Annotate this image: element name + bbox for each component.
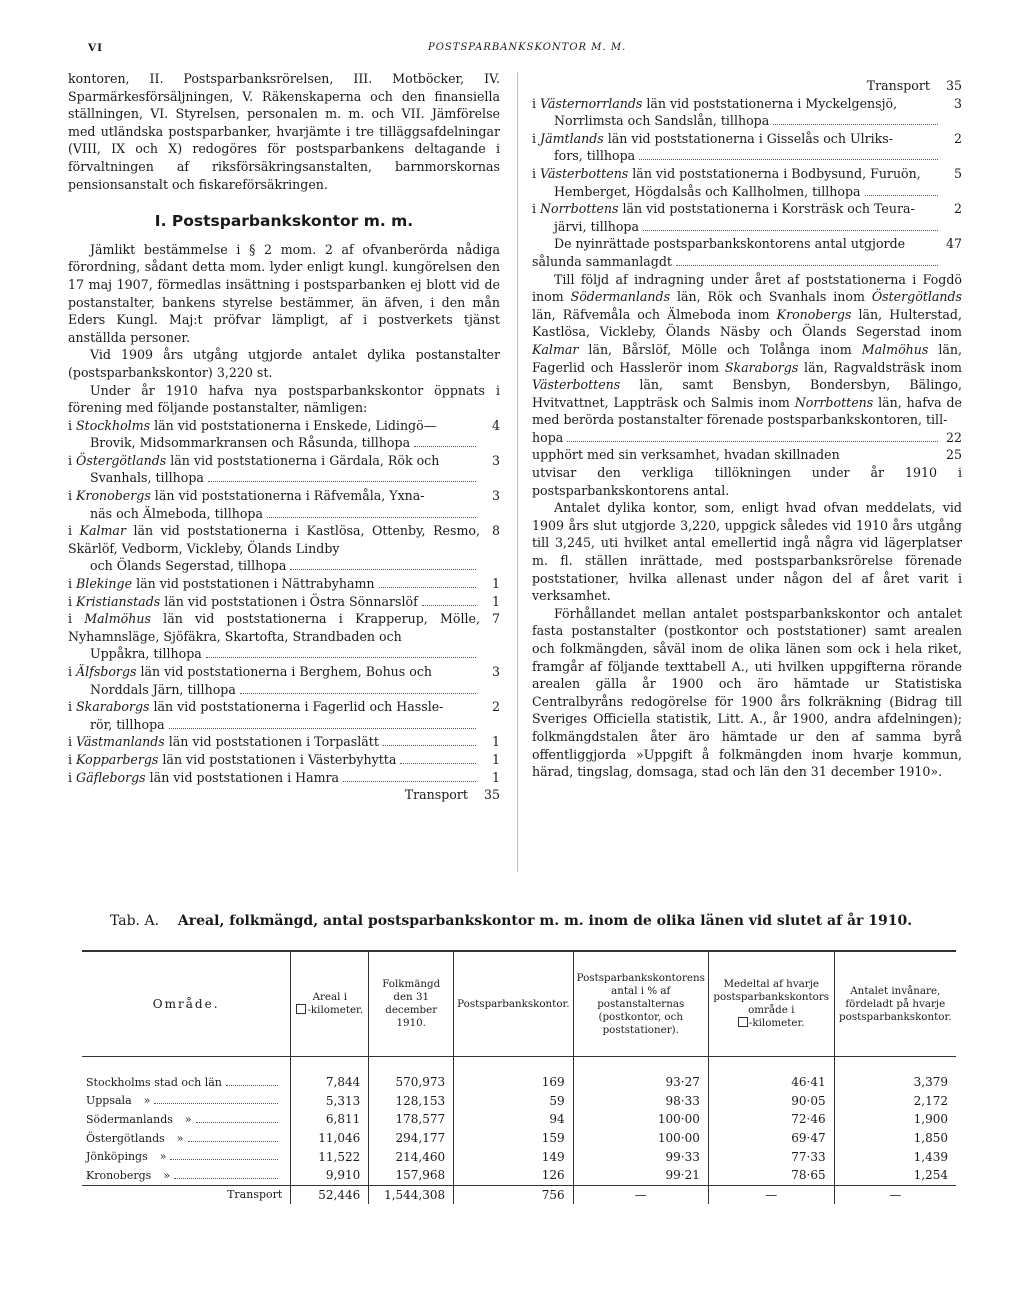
cell-post: 149 (454, 1147, 573, 1166)
cell-areal: 7,844 (291, 1057, 369, 1092)
transport-value: 35 (945, 78, 962, 93)
entry-line: i Blekinge län vid poststationen i Nättrabyhamn (68, 575, 480, 593)
county-name: Norrbottens (540, 201, 619, 217)
paragraph-antalet: Antalet dylika kontor, som, enligt hvad ofvan meddelats, vid 1909 års slut utgjorde 3,220, uppgick således vid 1910 års utgång till 3,245, uti hvilket antal emellertid ingå några vid lägerplatser m. fl. ställen inrättade, med postsparbanksrörelse förenade poststationer, hvilka allenast under någon del af året varit i verksamhet. (532, 500, 962, 604)
paragraph-1909: Vid 1909 års utgång utgjorde antalet dylika postanstalter (postsparbankskontor) 3,220 st. (68, 347, 500, 380)
entry-lead: i Östergötlands län vid poststationerna i Gärdala, Rök och (68, 452, 440, 468)
entry-tail: fors, tillhopa (532, 147, 942, 165)
entry-line: i Gäfleborgs län vid poststationen i Hamra (68, 769, 480, 787)
cell-medel: 46·41 (708, 1057, 834, 1092)
cell-post: 94 (454, 1110, 573, 1129)
header-postsparbankskontor: Postsparbankskontor. (454, 951, 573, 1057)
cell-folk: 128,153 (369, 1092, 454, 1111)
county-name: Västernorrlands (540, 95, 643, 111)
table-caption (110, 913, 970, 929)
cell-omrade (82, 1057, 291, 1092)
cell-pct: 93·27 (573, 1057, 708, 1092)
header-medeltal: Medeltal af hvarje postsparbankskontors område i -kilometer. (708, 951, 834, 1057)
cell-pct: 100·00 (573, 1129, 708, 1148)
county-label: Jönköpings (86, 1150, 148, 1164)
cell-omrade (82, 1147, 291, 1166)
county-name: Stockholms (76, 417, 151, 433)
list-item (68, 452, 500, 487)
list-item (68, 575, 500, 593)
county-name: Kalmar (79, 523, 126, 539)
leader-dots (379, 587, 476, 588)
table-row (82, 1110, 956, 1129)
paragraph-upphort-rest: utvisar den verkliga tillökningen under år 1910 i postsparbankskontorens antal. (532, 465, 962, 498)
transport-label: Transport (866, 78, 930, 93)
entry-line: i Kristianstads län vid poststationen i Östra Sönnarslöf (68, 593, 480, 611)
cell-folk: 178,577 (369, 1110, 454, 1129)
entry-lead: i Norrbottens län vid poststationerna i Korsträsk och Teura- (532, 201, 915, 217)
sum-entry (532, 235, 962, 270)
table-row (82, 1147, 956, 1166)
sum-count: 47 (945, 236, 962, 252)
cell-omrade (82, 1092, 291, 1111)
leader-dots (154, 1103, 278, 1104)
leader-dots (643, 230, 938, 231)
table-row-transport (82, 1185, 956, 1204)
county-label: Stockholms stad och län (86, 1075, 222, 1089)
list-item (68, 593, 500, 611)
cell-medel: 90·05 (708, 1092, 834, 1111)
right-column (532, 77, 962, 781)
header-procent: Postsparbankskontorens antal i % af postanstalternas (postkontor, och poststationer). (573, 951, 708, 1057)
leader-dots (343, 781, 476, 782)
entry-line: i Kopparbergs län vid poststationen i Västerbyhytta (68, 751, 480, 769)
county-name: Kronobergs (76, 488, 151, 504)
table-row (82, 1057, 956, 1092)
cell-areal: 52,446 (291, 1185, 369, 1204)
table-label: Tab. A. (110, 913, 160, 929)
cell-pct: 99·21 (573, 1166, 708, 1185)
transport-label: Transport (404, 787, 468, 803)
page-number: VI (88, 42, 104, 54)
data-table (82, 950, 956, 1204)
entry-count: 1 (491, 576, 500, 592)
entry-tail: Norrlimsta och Sandslån, tillhopa (532, 112, 942, 130)
cell-pct: 100·00 (573, 1110, 708, 1129)
table-body (82, 1057, 956, 1205)
cell-areal: 9,910 (291, 1166, 369, 1185)
cell-pct: — (573, 1185, 708, 1204)
entry-tail: Hemberget, Högdalsås och Kallholmen, tillhopa (532, 183, 942, 201)
cell-pct: 98·33 (573, 1092, 708, 1111)
cell-antal: 2,172 (834, 1092, 956, 1111)
entry-lead: i Malmöhus län vid poststationerna i Krapperup, Mölle, Nyhamnsläge, Sjöfäkra, Skartofta, Strandbaden och (68, 611, 481, 644)
cell-post: 59 (454, 1092, 573, 1111)
cell-post: 756 (454, 1185, 573, 1204)
list-item (532, 130, 962, 165)
cell-post: 126 (454, 1166, 573, 1185)
running-title: POSTSPARBANKSKONTOR M. M. (428, 42, 627, 53)
county-label: Östergötlands (86, 1131, 165, 1145)
entry-tail: näs och Älmeboda, tillhopa (68, 505, 480, 523)
cell-areal: 6,811 (291, 1110, 369, 1129)
leader-dots (773, 124, 938, 125)
county-name: Blekinge (76, 576, 133, 592)
list-item (68, 769, 500, 787)
table-title: Areal, folkmängd, antal postsparbankskontor m. m. inom de olika länen vid slutet af år 1910. (177, 913, 913, 929)
list-item (68, 663, 500, 698)
entry-tail: och Ölands Segerstad, tillhopa (68, 557, 480, 575)
table-row (82, 1129, 956, 1148)
ditto-mark: » (184, 1112, 192, 1126)
upphort-count: 25 (945, 447, 962, 463)
cell-folk: 1,544,308 (369, 1185, 454, 1204)
entry-lead: i Skaraborgs län vid poststationerna i Fagerlid och Hassle- (68, 699, 444, 715)
county-name: Älfsborgs (76, 664, 137, 679)
cell-areal: 11,522 (291, 1147, 369, 1166)
county-name: Gäfleborgs (76, 769, 146, 785)
ditto-mark: » (159, 1150, 167, 1164)
entry-line: i Västmanlands län vid poststationen i Torpaslätt (68, 733, 480, 751)
county-label: Uppsala (86, 1094, 132, 1108)
sum-tail: sålunda sammanlagdt (532, 253, 672, 269)
column-divider (517, 72, 518, 872)
entry-lead: i Västerbottens län vid poststationerna i Bodbysund, Furuön, (532, 165, 921, 181)
left-transport (68, 786, 500, 804)
leader-dots (414, 446, 476, 447)
list-item (532, 95, 962, 130)
entry-tail: Brovik, Midsommarkransen och Råsunda, tillhopa (68, 434, 480, 452)
indragning-count: 22 (945, 429, 962, 445)
paragraph-under-1910: Under år 1910 hafva nya postsparbankskontor öppnats i förening med följande postanstalter, nämligen: (68, 382, 500, 416)
running-head (88, 42, 948, 58)
entry-tail: Norddals Järn, tillhopa (68, 681, 480, 699)
entry-count: 3 (491, 664, 500, 679)
list-item (532, 165, 962, 200)
entry-count: 3 (953, 95, 962, 111)
ditto-mark: » (176, 1131, 184, 1145)
leader-dots (383, 745, 476, 746)
cell-medel: 78·65 (708, 1166, 834, 1185)
right-transport (532, 77, 962, 95)
entry-count: 1 (491, 593, 500, 609)
section-heading: I. Postsparbankskontor m. m. (154, 212, 414, 231)
county-name: Kopparbergs (76, 751, 159, 767)
entry-count: 1 (491, 751, 500, 767)
entry-count: 8 (491, 523, 500, 539)
entry-lead: i Västernorrlands län vid poststationerna i Myckelgensjö, (532, 95, 898, 111)
transport-value: 35 (483, 787, 500, 803)
leader-dots (206, 657, 476, 658)
cell-antal: 1,254 (834, 1166, 956, 1185)
entry-count: 1 (491, 769, 500, 785)
county-name: Västerbottens (540, 165, 629, 181)
indragning-total: hopa 22 (532, 429, 962, 445)
leader-dots (267, 517, 476, 518)
entry-count: 5 (953, 165, 962, 181)
entry-lead: i Stockholms län vid poststationerna i Enskede, Lidingö— (68, 417, 437, 433)
leader-dots (196, 1122, 279, 1123)
leader-dots (567, 441, 938, 442)
leader-dots (240, 693, 476, 694)
leader-dots (174, 1178, 278, 1179)
cell-areal: 5,313 (291, 1092, 369, 1111)
cell-folk: 570,973 (369, 1057, 454, 1092)
entry-count: 7 (491, 611, 500, 627)
cell-omrade: Transport (82, 1185, 291, 1204)
cell-areal: 11,046 (291, 1129, 369, 1148)
sum-lead: De nyinrättade postsparbankskontorens antal utgjorde (554, 236, 906, 252)
list-item (68, 610, 500, 663)
cell-antal: 3,379 (834, 1057, 956, 1092)
leader-dots (422, 605, 476, 606)
ditto-mark: » (163, 1168, 171, 1182)
upphort-line: upphört med sin verksamhet, hvadan skillnaden 25 (532, 447, 962, 463)
county-name: Malmöhus (84, 611, 151, 627)
cell-medel: — (708, 1185, 834, 1204)
county-name: Jämtlands (540, 130, 604, 146)
leader-dots (188, 1141, 279, 1142)
paragraph-forhallandet: Förhållandet mellan antalet postsparbankskontor och antalet fasta postanstalter (postkontor och poststationer) samt arealen och folkmängden, såväl inom de olika länen som ock i hela riket, framgår af följande texttabell A., uti hvilken uppgifterna rörande arealen gälla år 1900 och äro hämtade ur Statistiska Centralbyråns redogörelse för 1900 års folkräkning (Bidrag till Sveriges Officiella statistik, Litt. A., år 1900, andra afdelningen); folkmängdstalen åter äro hämtade ur den af samma byrå offentliggjorda »Uppgift å folkmängden inom hvarje kommun, härad, tingslag, domsaga, stad och län den 31 december 1910». (532, 605, 962, 780)
cell-omrade (82, 1129, 291, 1148)
entry-count: 3 (491, 452, 500, 468)
entry-lead: i Kronobergs län vid poststationerna i Räfvemåla, Yxna- (68, 488, 425, 504)
county-name: Östergötlands (76, 452, 167, 468)
leader-dots (400, 763, 476, 764)
table-row (82, 1092, 956, 1111)
list-item (68, 487, 500, 522)
cell-folk: 214,460 (369, 1147, 454, 1166)
entry-count: 2 (491, 699, 500, 715)
leader-dots (639, 159, 938, 160)
paragraph-jamlikt: Jämlikt bestämmelse i § 2 mom. 2 af ofvanberörda nådiga förordning, sådant detta mom. lyder enligt kungl. kungörelsen den 17 maj 1907, förmedlas insättning i postsparbanken ej blott vid de postanstalter, bankens styrelse bestämmer, än äfven, i den mån Eders Kungl. Maj:t pröfvar lämpligt, af i postverkets tjänst anställda personer. (68, 241, 500, 345)
county-name: Skaraborgs (76, 699, 150, 715)
entry-count: 3 (491, 488, 500, 504)
left-entry-list (68, 417, 500, 786)
cell-folk: 157,968 (369, 1166, 454, 1185)
list-item (68, 733, 500, 751)
leader-dots (226, 1085, 278, 1086)
leader-dots (865, 195, 938, 196)
county-label: Södermanlands (86, 1112, 173, 1126)
cell-medel: 72·46 (708, 1110, 834, 1129)
county-name: Västmanlands (76, 734, 165, 750)
leader-dots (676, 265, 938, 266)
cell-antal: 1,850 (834, 1129, 956, 1148)
cell-folk: 294,177 (369, 1129, 454, 1148)
cell-omrade (82, 1166, 291, 1185)
cell-pct: 99·33 (573, 1147, 708, 1166)
table-header-row (82, 951, 956, 1057)
entry-lead: i Jämtlands län vid poststationerna i Gisselås och Ulriks- (532, 130, 893, 146)
list-item (532, 200, 962, 235)
cell-antal: 1,900 (834, 1110, 956, 1129)
list-item (68, 417, 500, 452)
entry-count: 2 (953, 201, 962, 217)
entry-tail: Uppåkra, tillhopa (68, 645, 480, 663)
entry-tail: Svanhals, tillhopa (68, 469, 480, 487)
left-column (68, 70, 500, 804)
entry-count: 1 (491, 734, 500, 750)
list-item (68, 698, 500, 733)
cell-post: 169 (454, 1057, 573, 1092)
header-antal-invanare: Antalet invånare, fördeladt på hvarje postsparbankskontor. (834, 951, 956, 1057)
header-omrade: Område. (82, 951, 291, 1057)
right-entry-list (532, 95, 962, 236)
square-symbol-icon (296, 1004, 306, 1014)
list-item (68, 522, 500, 575)
entry-lead: i Älfsborgs län vid poststationerna i Berghem, Bohus och (68, 664, 433, 679)
entry-lead: i Kalmar län vid poststationerna i Kastlösa, Ottenby, Resmo, Skärlöf, Vedborm, Vickleby, Ölands Lindby (68, 523, 480, 556)
paragraph-indragning: Till följd af indragning under året af poststationerna i Fogdö inom Södermanlands län, Rök och Svanhals inom Östergötlands län, Räfvemåla och Älmeboda inom Kronobergs län, Hulterstad, Kastlösa, Vickleby, Ölands Näsby och Ölands Segerstad inom Kalmar län, Bårslöf, Mölle och Tolånga inom Malmöhus län, Fagerlid och Hasslerör inom Skaraborgs län, Ragvaldsträsk inom Västerbottens län, samt Bensbyn, Bondersbyn, Bälingo, Hvitvattnet, Lappträsk och Salmis inom Norrbottens län, hafva de med berörda postanstalter förenade postsparbankskontoren, till- (532, 271, 963, 428)
county-label: Kronobergs (86, 1168, 152, 1182)
leader-dots (170, 1159, 278, 1160)
square-symbol-icon (738, 1017, 748, 1027)
entry-count: 2 (953, 130, 962, 146)
list-item (68, 751, 500, 769)
leader-dots (208, 481, 476, 482)
cell-omrade (82, 1110, 291, 1129)
cell-antal: 1,439 (834, 1147, 956, 1166)
table-row (82, 1166, 956, 1185)
header-areal: Areal i -kilometer. (291, 951, 369, 1057)
cell-medel: 69·47 (708, 1129, 834, 1148)
leader-dots (169, 728, 476, 729)
ditto-mark: » (143, 1094, 151, 1108)
intro-paragraph: kontoren, II. Postsparbanksrörelsen, III. Motböcker, IV. Sparmärkesförsäljningen, V. Räkenskaperna och den finansiella ställningen, VI. Styrelsen, personalen m. m. och VII. Jämförelse med utländska postsparbanker, hvarjämte i tre tilläggsafdelningar (VIII, IX och X) redogöres för postsparbankens deltagande i förvaltningen af riksförsäkringsanstalten, barnmorskornas pensionsanstalt och fiskareförsäkringen. (68, 71, 500, 192)
cell-antal: — (834, 1185, 956, 1204)
leader-dots (290, 569, 476, 570)
cell-medel: 77·33 (708, 1147, 834, 1166)
entry-count: 4 (491, 417, 500, 433)
header-folkmangd: Folkmängd den 31 december 1910. (369, 951, 454, 1057)
cell-post: 159 (454, 1129, 573, 1148)
entry-tail: järvi, tillhopa (532, 218, 942, 236)
entry-tail: rör, tillhopa (68, 716, 480, 734)
county-name: Kristianstads (76, 593, 161, 609)
